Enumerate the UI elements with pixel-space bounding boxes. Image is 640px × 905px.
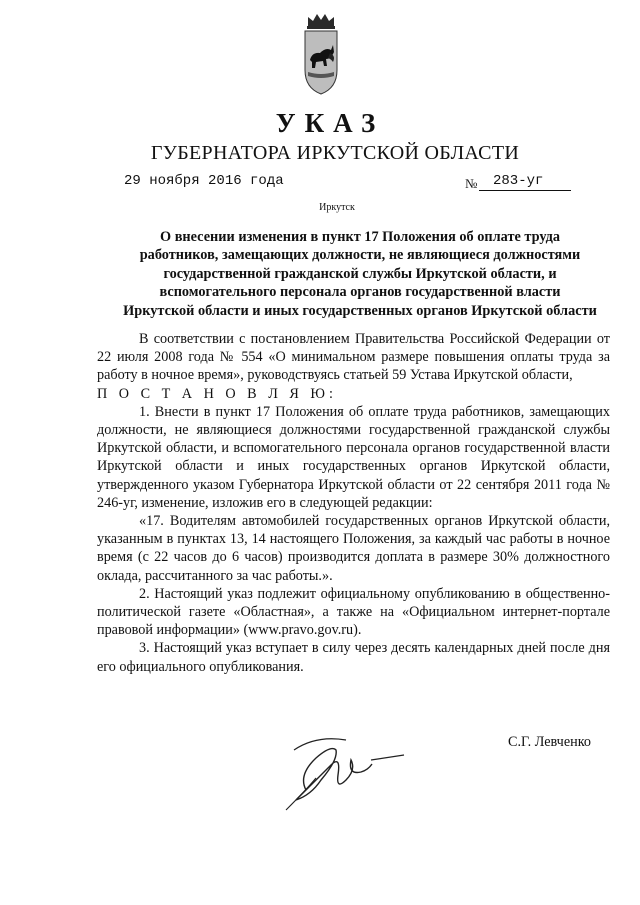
item-1-quote-paragraph: «17. Водителям автомобилей государственных органов Иркутской области, указанным в пунктах 13, 14 настоящего Положения, за каждый час работы в ночное время (с 22 часов до 6 часов) производится доплата в размере 30% должностного оклада, рассчитанного за час работы.». bbox=[97, 513, 610, 584]
resolve-word: П О С Т А Н О В Л Я Ю: bbox=[97, 385, 337, 402]
item-3-paragraph: 3. Настоящий указ вступает в силу через десять календарных дней после дня его официального опубликования. bbox=[97, 640, 610, 675]
preamble-paragraph: В соответствии с постановлением Правительства Российской Федерации от 22 июля 2008 года № 554 «О минимальном размере повышения оплаты труда за работу в ночное время», руководствуясь статьей 59 Устава Иркутской области, bbox=[97, 331, 610, 384]
heading-line: О внесении изменения в пункт 17 Положения об оплате труда bbox=[160, 229, 560, 245]
heading-line: государственной гражданской службы Иркутской области, и bbox=[163, 265, 557, 282]
item-1-paragraph: 1. Внести в пункт 17 Положения об оплате труда работников, замещающих должности, не являющиеся должностями государственной гражданской службы Иркутской области, и вспомогательного персонала органов государственной власти Иркутской области и иных государственных органов Иркутской области, утвержденного указом Губернатора Иркутской области от 22 сентября 2011 года № 246-уг, изменение, изложив его в следующей редакции: bbox=[97, 403, 610, 511]
signatory-name: С.Г. Левченко bbox=[508, 734, 591, 750]
decree-title: УКАЗ bbox=[275, 108, 385, 138]
decree-date: 29 ноября 2016 года bbox=[124, 173, 284, 189]
heading-line: работников, замещающих должности, не являющиеся должностями bbox=[139, 247, 581, 264]
irkutsk-coat-of-arms-icon bbox=[300, 12, 342, 98]
decree-heading bbox=[90, 228, 630, 320]
decree-city: Иркутск bbox=[319, 202, 355, 213]
decree-number: 283-уг bbox=[493, 173, 544, 189]
decree-issuer: ГУБЕРНАТОРА ИРКУТСКОЙ ОБЛАСТИ bbox=[150, 142, 520, 164]
heading-line: Иркутской области и иных государственных органов Иркутской области bbox=[123, 302, 597, 319]
handwritten-signature-icon bbox=[276, 720, 416, 820]
number-sign: № bbox=[465, 176, 478, 191]
item-2-paragraph: 2. Настоящий указ подлежит официальному опубликованию в общественно-политической газете «Областная», а также на «Официальном интернет-портале правовой информации» (www.pravo.gov.ru). bbox=[97, 585, 610, 639]
decree-body bbox=[97, 330, 610, 676]
number-underline bbox=[479, 190, 571, 191]
heading-line: вспомогательного персонала органов государственной власти bbox=[159, 284, 561, 301]
